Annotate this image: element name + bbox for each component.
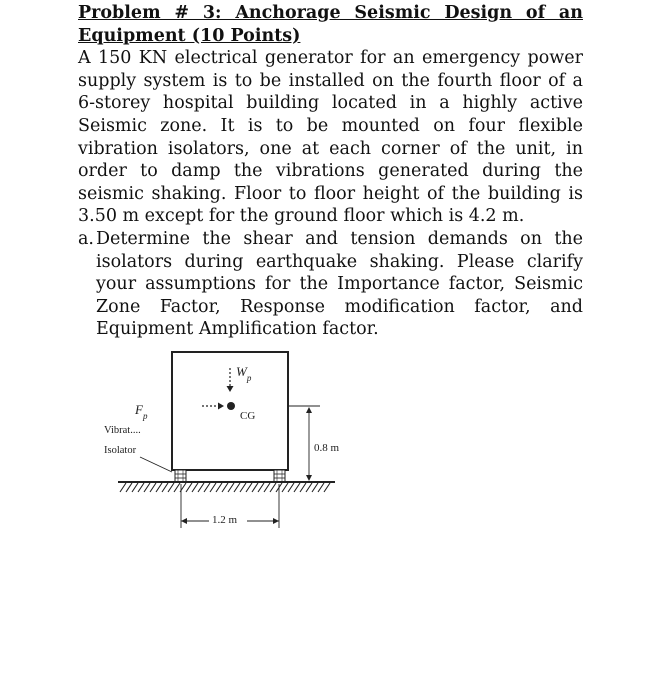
question-marker: a. [78,228,94,249]
isolator-label: Isolator [104,445,137,456]
question-text: Determine the shear and tension demands on the isolators during earthquake shaking. Please clarify your assumptions for the Importance factor, Seismic Zone Factor, Response modification factor, and Equipment Amplification factor. [96,228,583,340]
cg-dot [227,402,235,410]
isolator-left [175,470,186,482]
force-label: $F_p$ [135,402,148,421]
weight-label: $W_p$ [236,364,252,383]
problem-statement: A 150 KN electrical generator for an emergency power supply system is to be installed on the fourth floor of a 6-storey hospital building located in a highly active Seismic zone. It is to be mounted on four flexible vibration isolators, one at each corner of the unit, in order to damp the vibrations generated during the seismic shaking. Floor to floor height of the building is 3.50 m except for the ground floor which is 4.2 m. [78,48,583,227]
width-arrowhead-right [273,518,279,524]
height-arrowhead-bottom [306,475,312,481]
weight-arrowhead [227,386,234,392]
isolator-right [274,470,285,482]
height-arrowhead-top [306,407,312,413]
width-arrowhead-left [181,518,187,524]
height-label: 0.8 m [314,442,340,454]
force-arrowhead [218,403,224,410]
width-label: 1.2 m [212,514,238,526]
cg-label: CG [240,410,256,422]
ground-hatching [120,483,330,492]
isolator-leader [140,457,172,472]
problem-title: Problem # 3: Anchorage Seismic Design of an Equipment (10 Points) [78,3,583,46]
vibration-label: Vibrat.... [104,425,141,436]
